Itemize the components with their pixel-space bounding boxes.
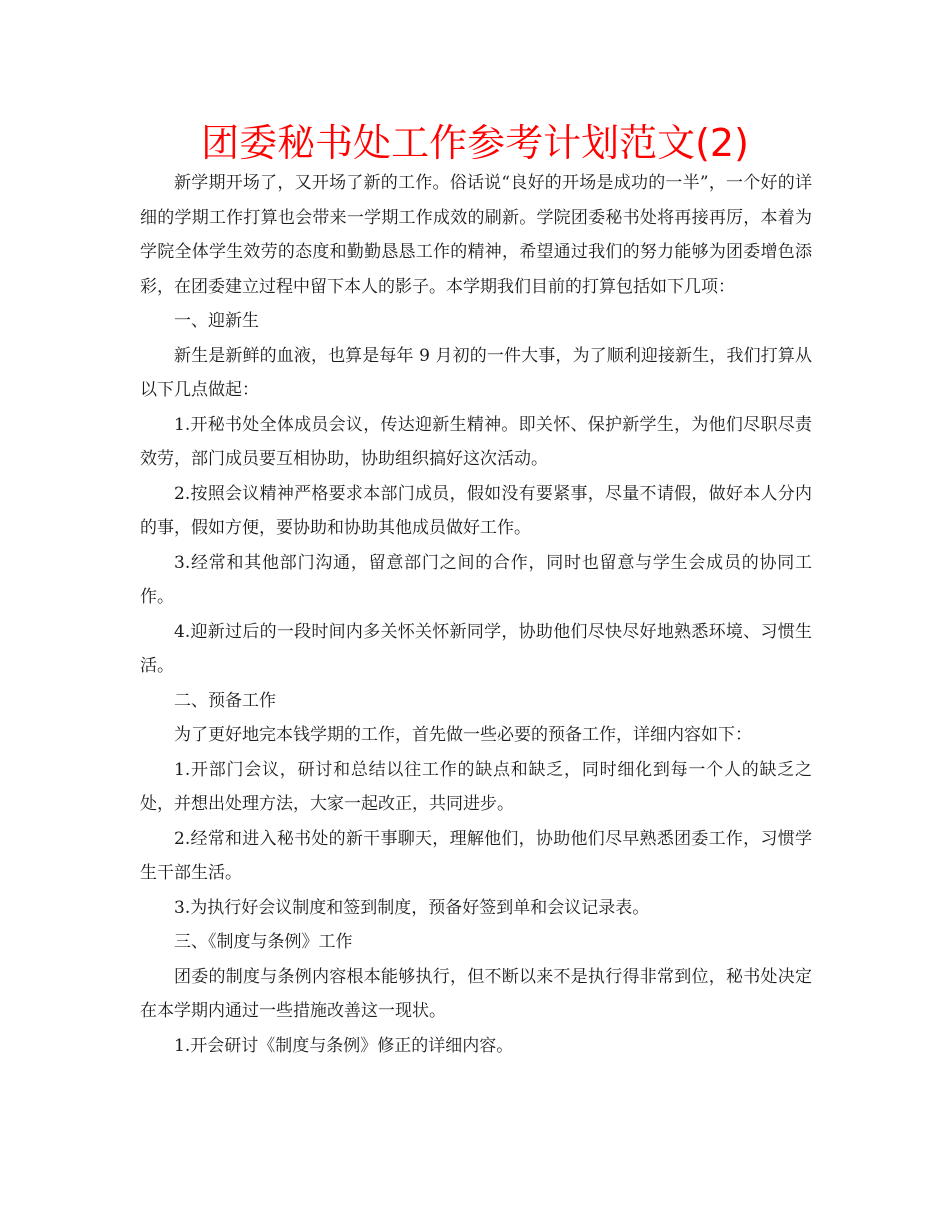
section-heading-3: 三、《制度与条例》工作: [174, 932, 353, 952]
list-item: 1.开会研讨《制度与条例》修正的详细内容。: [174, 1035, 514, 1056]
section-heading-2: 二、预备工作: [174, 690, 276, 711]
document-title: 团委秘书处工作参考计划范文(2): [201, 121, 749, 165]
section-heading-1: 一、迎新生: [174, 311, 259, 331]
paragraph: 为了更好地完本钱学期的工作，首先做一些必要的预备工作，详细内容如下：: [174, 725, 752, 745]
list-item: 2.经常和进入秘书处的新干事聊天，理解他们，协助他们尽早熟悉团委工作，习惯学生干部生活。: [140, 828, 812, 883]
list-item: 3.为执行好会议制度和签到制度，预备好签到单和会议记录表。: [174, 897, 650, 918]
list-item: 2.按照会议精神严格要求本部门成员，假如没有要紧事，尽量不请假，做好本人分内的事，假如方便，要协助和协助其他成员做好工作。: [140, 483, 812, 538]
paragraph: 团委的制度与条例内容根本能够执行，但不断以来不是执行得非常到位，秘书处决定在本学期内通过一些措施改善这一现状。: [140, 966, 812, 1021]
list-item: 4.迎新过后的一段时间内多关怀关怀新同学，协助他们尽快尽好地熟悉环境、习惯生活。: [140, 621, 812, 676]
document-body: [140, 166, 812, 1063]
list-item: 1.开秘书处全体成员会议，传达迎新生精神。即关怀、保护新学生，为他们尽职尽责效劳，部门成员要互相协助，协助组织搞好这次活动。: [140, 414, 812, 469]
list-item: 3.经常和其他部门沟通，留意部门之间的合作，同时也留意与学生会成员的协同工作。: [140, 552, 812, 607]
paragraph-intro: 新学期开场了，又开场了新的工作。俗话说“良好的开场是成功的一半”，一个好的详细的学期工作打算也会带来一学期工作成效的刷新。学院团委秘书处将再接再厉，本着为学院全体学生效劳的态度和勤勤恳恳工作的精神，希望通过我们的努力能够为团委增色添彩，在团委建立过程中留下本人的影子。本学期我们目前的打算包括如下几项：: [140, 173, 812, 297]
list-item: 1.开部门会议，研讨和总结以往工作的缺点和缺乏，同时细化到每一个人的缺乏之处，并想出处理方法，大家一起改正，共同进步。: [140, 759, 812, 814]
paragraph: 新生是新鲜的血液，也算是每年 9 月初的一件大事，为了顺利迎接新生，我们打算从以下几点做起：: [140, 345, 812, 400]
